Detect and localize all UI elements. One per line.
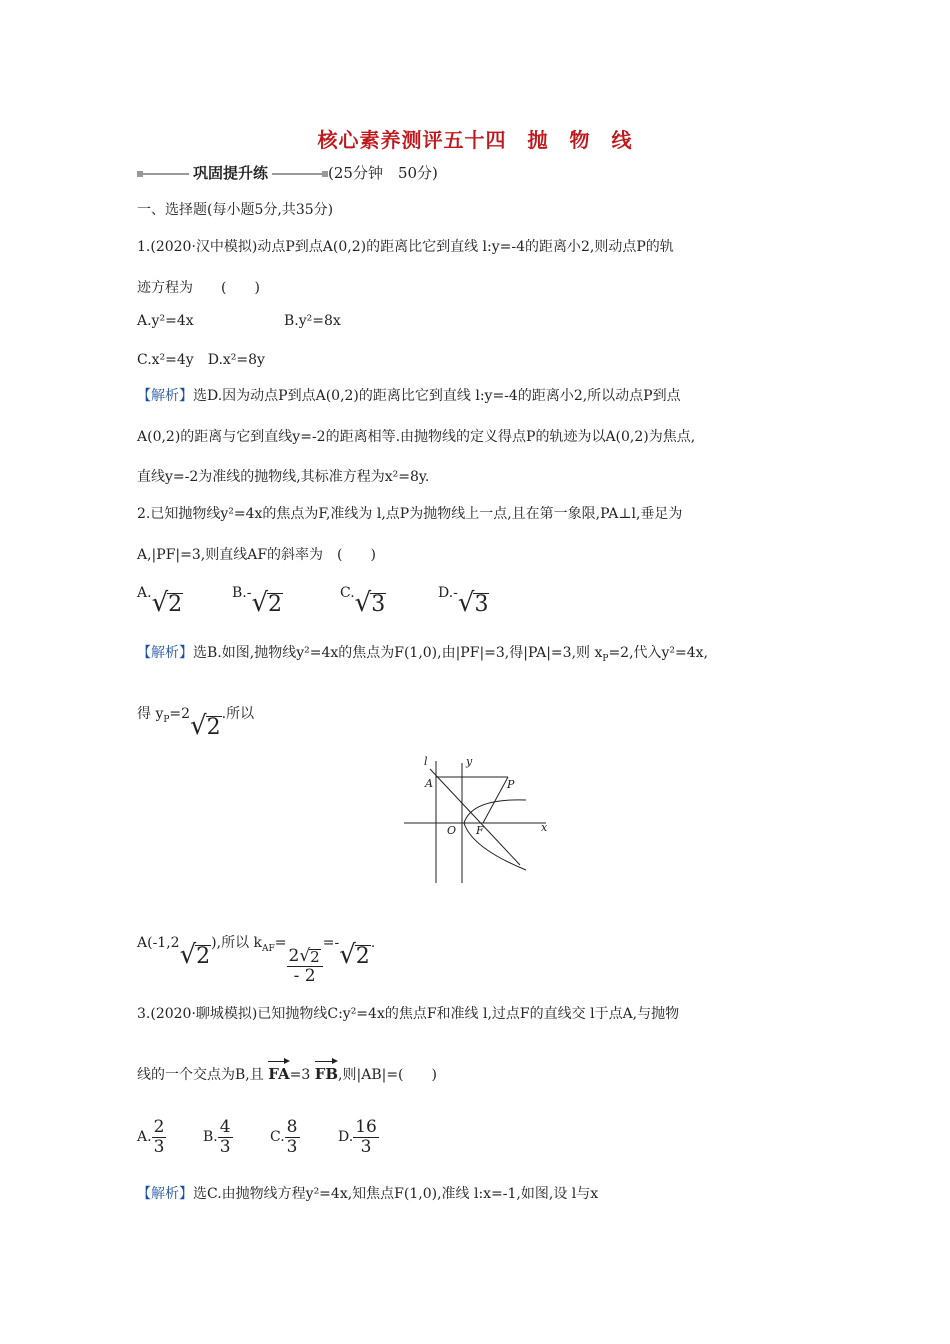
q3-option-b: B. $\frac{4}{3}$: [203, 1117, 231, 1157]
analysis-tag: 【解析】: [137, 388, 193, 404]
q3-option-d: D. $\frac{16}{3}$: [338, 1117, 377, 1157]
q3-option-a: A. $\frac{2}{3}$: [137, 1117, 165, 1157]
q1-option-b: B.y²=8x: [284, 313, 341, 329]
label-y: y: [466, 755, 473, 768]
banner-label: 巩固提升练: [193, 164, 269, 182]
q1-analysis-line2: A(0,2)的距离与它到直线y=-2的距离相等.由抛物线的定义得点P的轨迹为以A(0,2)为焦点,: [137, 429, 696, 445]
label-p: P: [507, 778, 515, 791]
q3-analysis-line1: 【解析】选C.由抛物线方程y²=4x,知焦点F(1,0),准线 l:x=-1,如图,设 l与x: [137, 1186, 599, 1202]
label-f: F: [476, 824, 484, 837]
q2-option-b: B.- √ 2: [232, 585, 283, 618]
label-x: x: [541, 821, 548, 834]
label-a: A: [425, 777, 433, 790]
parabola-curve: [464, 800, 526, 870]
q2-analysis-line3: A(-1,2 √ 2 ),所以 $k_{AF}=$ 2 √ 2 - 2 =- √ 2 .: [137, 935, 376, 986]
page-title: 核心素养测评五十四 抛 物 线: [317, 128, 633, 152]
q2-stem-line1: 2.已知抛物线y²=4x的焦点为F,准线为 l,点P为抛物线上一点,且在第一象限,PA⊥l,垂足为: [137, 506, 683, 522]
q1-analysis-line1: 【解析】选D.因为动点P到点A(0,2)的距离比它到直线 l:y=-4的距离小2,所以动点P到点: [137, 388, 681, 404]
q1-stem-line2: 迹方程为 ( ): [137, 280, 260, 296]
q1-stem-line1: 1.(2020·汉中模拟)动点P到点A(0,2)的距离比它到直线 l:y=-4的距离小2,则动点P的轨: [137, 239, 674, 255]
q2-analysis-line2: 得 $y_P=2$ √ 2 .所以: [137, 706, 255, 741]
q1-option-cd: C.x²=4y D.x²=8y: [137, 352, 265, 368]
q2-option-d: D.- √ 3: [438, 585, 489, 618]
q1-option-a: A.y²=4x: [137, 313, 194, 329]
parabola-figure: [400, 755, 555, 887]
vector-fb: FB: [314, 1065, 339, 1083]
q3-stem-line2: 线的一个交点为B,且 FA=3 FB,则|AB|=( ): [137, 1065, 437, 1083]
section-heading: 一、选择题(每小题5分,共35分): [137, 202, 334, 218]
label-l: l: [424, 755, 428, 768]
q2-option-a: A. √ 2: [137, 585, 183, 618]
label-o: O: [447, 824, 457, 837]
q2-option-c: C. √ 3: [340, 585, 386, 618]
q3-stem-line1: 3.(2020·聊城模拟)已知抛物线C:y²=4x的焦点F和准线 l,过点F的直线交 l于点A,与抛物: [137, 1006, 680, 1022]
banner-time: (25分钟 50分): [328, 164, 438, 182]
q3-option-c: C. $\frac{8}{3}$: [270, 1117, 298, 1157]
q1-analysis-line3: 直线y=-2为准线的抛物线,其标准方程为x²=8y.: [137, 469, 430, 485]
q2-stem-line2: A,|PF|=3,则直线AF的斜率为 ( ): [137, 547, 376, 563]
section-banner: [137, 162, 438, 183]
q2-analysis-line1: 【解析】选B.如图,抛物线y²=4x的焦点为F(1,0),由|PF|=3,得|PA|=3,则 $x_P=2$,代入y²=4x,: [137, 645, 709, 664]
vector-fa: FA: [268, 1065, 290, 1083]
